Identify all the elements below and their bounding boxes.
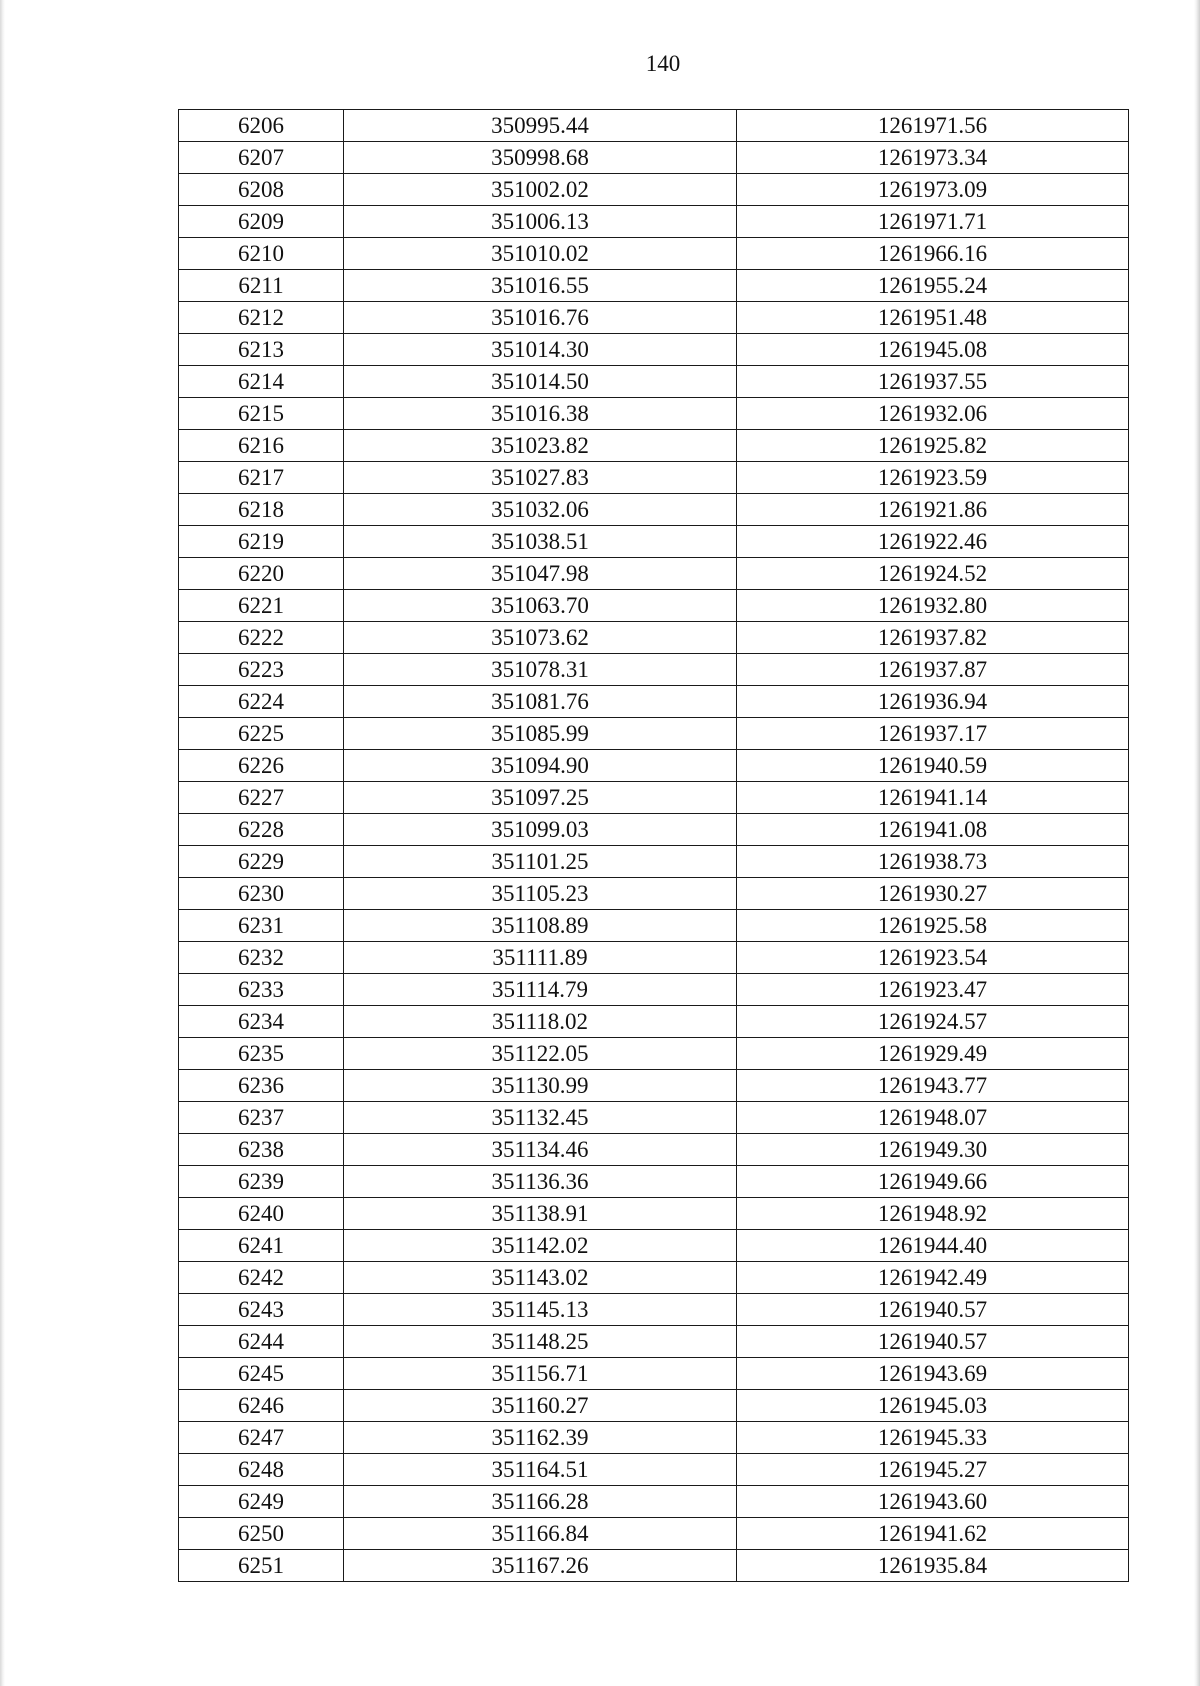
y-coordinate-cell: 1261932.06 <box>737 398 1129 430</box>
point-number-cell: 6236 <box>179 1070 344 1102</box>
point-number-cell: 6214 <box>179 366 344 398</box>
x-coordinate-cell: 351085.99 <box>344 718 737 750</box>
point-number-cell: 6219 <box>179 526 344 558</box>
table-row <box>179 526 1129 558</box>
table-row <box>179 974 1129 1006</box>
point-number-cell: 6216 <box>179 430 344 462</box>
y-coordinate-cell: 1261949.30 <box>737 1134 1129 1166</box>
y-coordinate-cell: 1261971.56 <box>737 110 1129 142</box>
x-coordinate-cell: 351063.70 <box>344 590 737 622</box>
point-number-cell: 6225 <box>179 718 344 750</box>
x-coordinate-cell: 351023.82 <box>344 430 737 462</box>
table-row <box>179 110 1129 142</box>
table-row <box>179 494 1129 526</box>
y-coordinate-cell: 1261971.71 <box>737 206 1129 238</box>
table-row <box>179 910 1129 942</box>
x-coordinate-cell: 351016.38 <box>344 398 737 430</box>
x-coordinate-cell: 351002.02 <box>344 174 737 206</box>
point-number-cell: 6211 <box>179 270 344 302</box>
y-coordinate-cell: 1261936.94 <box>737 686 1129 718</box>
y-coordinate-cell: 1261955.24 <box>737 270 1129 302</box>
coordinate-table <box>178 109 1129 1582</box>
table-row <box>179 1294 1129 1326</box>
point-number-cell: 6235 <box>179 1038 344 1070</box>
table-row <box>179 1390 1129 1422</box>
y-coordinate-cell: 1261921.86 <box>737 494 1129 526</box>
point-number-cell: 6240 <box>179 1198 344 1230</box>
y-coordinate-cell: 1261945.33 <box>737 1422 1129 1454</box>
point-number-cell: 6213 <box>179 334 344 366</box>
x-coordinate-cell: 351097.25 <box>344 782 737 814</box>
table-row <box>179 622 1129 654</box>
point-number-cell: 6244 <box>179 1326 344 1358</box>
y-coordinate-cell: 1261941.08 <box>737 814 1129 846</box>
y-coordinate-cell: 1261941.62 <box>737 1518 1129 1550</box>
y-coordinate-cell: 1261973.09 <box>737 174 1129 206</box>
table-row <box>179 1518 1129 1550</box>
y-coordinate-cell: 1261932.80 <box>737 590 1129 622</box>
table-row <box>179 1486 1129 1518</box>
x-coordinate-cell: 351166.28 <box>344 1486 737 1518</box>
point-number-cell: 6238 <box>179 1134 344 1166</box>
table-row <box>179 878 1129 910</box>
table-row <box>179 590 1129 622</box>
x-coordinate-cell: 351014.30 <box>344 334 737 366</box>
x-coordinate-cell: 351143.02 <box>344 1262 737 1294</box>
y-coordinate-cell: 1261923.59 <box>737 462 1129 494</box>
x-coordinate-cell: 351122.05 <box>344 1038 737 1070</box>
x-coordinate-cell: 351132.45 <box>344 1102 737 1134</box>
table-row <box>179 398 1129 430</box>
x-coordinate-cell: 351145.13 <box>344 1294 737 1326</box>
x-coordinate-cell: 351105.23 <box>344 878 737 910</box>
x-coordinate-cell: 351138.91 <box>344 1198 737 1230</box>
x-coordinate-cell: 350998.68 <box>344 142 737 174</box>
table-row <box>179 1038 1129 1070</box>
y-coordinate-cell: 1261945.03 <box>737 1390 1129 1422</box>
y-coordinate-cell: 1261924.52 <box>737 558 1129 590</box>
table-row <box>179 302 1129 334</box>
x-coordinate-cell: 351156.71 <box>344 1358 737 1390</box>
page-right-edge <box>1194 0 1200 1686</box>
x-coordinate-cell: 351038.51 <box>344 526 737 558</box>
point-number-cell: 6250 <box>179 1518 344 1550</box>
x-coordinate-cell: 351081.76 <box>344 686 737 718</box>
point-number-cell: 6227 <box>179 782 344 814</box>
y-coordinate-cell: 1261935.84 <box>737 1550 1129 1582</box>
point-number-cell: 6239 <box>179 1166 344 1198</box>
point-number-cell: 6249 <box>179 1486 344 1518</box>
point-number-cell: 6232 <box>179 942 344 974</box>
y-coordinate-cell: 1261925.58 <box>737 910 1129 942</box>
point-number-cell: 6241 <box>179 1230 344 1262</box>
y-coordinate-cell: 1261945.27 <box>737 1454 1129 1486</box>
table-row <box>179 750 1129 782</box>
point-number-cell: 6234 <box>179 1006 344 1038</box>
y-coordinate-cell: 1261940.57 <box>737 1294 1129 1326</box>
y-coordinate-cell: 1261945.08 <box>737 334 1129 366</box>
y-coordinate-cell: 1261937.55 <box>737 366 1129 398</box>
point-number-cell: 6212 <box>179 302 344 334</box>
point-number-cell: 6218 <box>179 494 344 526</box>
y-coordinate-cell: 1261922.46 <box>737 526 1129 558</box>
x-coordinate-cell: 351016.55 <box>344 270 737 302</box>
point-number-cell: 6228 <box>179 814 344 846</box>
x-coordinate-cell: 351118.02 <box>344 1006 737 1038</box>
table-row <box>179 142 1129 174</box>
table-row <box>179 1166 1129 1198</box>
x-coordinate-cell: 351166.84 <box>344 1518 737 1550</box>
point-number-cell: 6246 <box>179 1390 344 1422</box>
x-coordinate-cell: 351073.62 <box>344 622 737 654</box>
y-coordinate-cell: 1261973.34 <box>737 142 1129 174</box>
x-coordinate-cell: 351047.98 <box>344 558 737 590</box>
y-coordinate-cell: 1261948.92 <box>737 1198 1129 1230</box>
y-coordinate-cell: 1261937.87 <box>737 654 1129 686</box>
y-coordinate-cell: 1261930.27 <box>737 878 1129 910</box>
x-coordinate-cell: 350995.44 <box>344 110 737 142</box>
point-number-cell: 6217 <box>179 462 344 494</box>
table-row <box>179 1230 1129 1262</box>
page-number: 140 <box>645 51 681 76</box>
x-coordinate-cell: 351167.26 <box>344 1550 737 1582</box>
x-coordinate-cell: 351101.25 <box>344 846 737 878</box>
table-row <box>179 718 1129 750</box>
y-coordinate-cell: 1261948.07 <box>737 1102 1129 1134</box>
table-row <box>179 686 1129 718</box>
point-number-cell: 6233 <box>179 974 344 1006</box>
y-coordinate-cell: 1261940.57 <box>737 1326 1129 1358</box>
point-number-cell: 6231 <box>179 910 344 942</box>
y-coordinate-cell: 1261944.40 <box>737 1230 1129 1262</box>
x-coordinate-cell: 351094.90 <box>344 750 737 782</box>
x-coordinate-cell: 351114.79 <box>344 974 737 1006</box>
point-number-cell: 6226 <box>179 750 344 782</box>
point-number-cell: 6237 <box>179 1102 344 1134</box>
table-row <box>179 558 1129 590</box>
point-number-cell: 6215 <box>179 398 344 430</box>
table-row <box>179 270 1129 302</box>
x-coordinate-cell: 351099.03 <box>344 814 737 846</box>
y-coordinate-cell: 1261923.47 <box>737 974 1129 1006</box>
point-number-cell: 6224 <box>179 686 344 718</box>
table-row <box>179 1422 1129 1454</box>
table-row <box>179 942 1129 974</box>
table-row <box>179 782 1129 814</box>
y-coordinate-cell: 1261943.60 <box>737 1486 1129 1518</box>
x-coordinate-cell: 351148.25 <box>344 1326 737 1358</box>
table-row <box>179 238 1129 270</box>
table-row <box>179 1134 1129 1166</box>
point-number-cell: 6206 <box>179 110 344 142</box>
table-row <box>179 462 1129 494</box>
table-row <box>179 1006 1129 1038</box>
coordinate-table-body <box>179 110 1129 1582</box>
y-coordinate-cell: 1261941.14 <box>737 782 1129 814</box>
table-row <box>179 430 1129 462</box>
y-coordinate-cell: 1261943.77 <box>737 1070 1129 1102</box>
page-left-edge <box>0 0 5 1686</box>
y-coordinate-cell: 1261923.54 <box>737 942 1129 974</box>
table-row <box>179 174 1129 206</box>
table-row <box>179 814 1129 846</box>
point-number-cell: 6229 <box>179 846 344 878</box>
point-number-cell: 6220 <box>179 558 344 590</box>
point-number-cell: 6208 <box>179 174 344 206</box>
point-number-cell: 6222 <box>179 622 344 654</box>
x-coordinate-cell: 351108.89 <box>344 910 737 942</box>
point-number-cell: 6251 <box>179 1550 344 1582</box>
point-number-cell: 6221 <box>179 590 344 622</box>
point-number-cell: 6248 <box>179 1454 344 1486</box>
y-coordinate-cell: 1261951.48 <box>737 302 1129 334</box>
y-coordinate-cell: 1261937.17 <box>737 718 1129 750</box>
table-row <box>179 206 1129 238</box>
table-row <box>179 1454 1129 1486</box>
x-coordinate-cell: 351111.89 <box>344 942 737 974</box>
y-coordinate-cell: 1261949.66 <box>737 1166 1129 1198</box>
x-coordinate-cell: 351006.13 <box>344 206 737 238</box>
x-coordinate-cell: 351027.83 <box>344 462 737 494</box>
table-row <box>179 1070 1129 1102</box>
point-number-cell: 6209 <box>179 206 344 238</box>
table-row <box>179 1102 1129 1134</box>
point-number-cell: 6243 <box>179 1294 344 1326</box>
point-number-cell: 6223 <box>179 654 344 686</box>
point-number-cell: 6230 <box>179 878 344 910</box>
y-coordinate-cell: 1261929.49 <box>737 1038 1129 1070</box>
y-coordinate-cell: 1261937.82 <box>737 622 1129 654</box>
point-number-cell: 6242 <box>179 1262 344 1294</box>
point-number-cell: 6245 <box>179 1358 344 1390</box>
table-row <box>179 654 1129 686</box>
y-coordinate-cell: 1261940.59 <box>737 750 1129 782</box>
y-coordinate-cell: 1261924.57 <box>737 1006 1129 1038</box>
point-number-cell: 6210 <box>179 238 344 270</box>
x-coordinate-cell: 351014.50 <box>344 366 737 398</box>
y-coordinate-cell: 1261925.82 <box>737 430 1129 462</box>
y-coordinate-cell: 1261943.69 <box>737 1358 1129 1390</box>
table-row <box>179 846 1129 878</box>
x-coordinate-cell: 351016.76 <box>344 302 737 334</box>
point-number-cell: 6207 <box>179 142 344 174</box>
table-row <box>179 1550 1129 1582</box>
table-row <box>179 1358 1129 1390</box>
point-number-cell: 6247 <box>179 1422 344 1454</box>
table-row <box>179 1326 1129 1358</box>
x-coordinate-cell: 351010.02 <box>344 238 737 270</box>
x-coordinate-cell: 351134.46 <box>344 1134 737 1166</box>
x-coordinate-cell: 351164.51 <box>344 1454 737 1486</box>
table-row <box>179 366 1129 398</box>
x-coordinate-cell: 351078.31 <box>344 654 737 686</box>
table-row <box>179 1198 1129 1230</box>
y-coordinate-cell: 1261938.73 <box>737 846 1129 878</box>
y-coordinate-cell: 1261966.16 <box>737 238 1129 270</box>
table-row <box>179 334 1129 366</box>
table-row <box>179 1262 1129 1294</box>
x-coordinate-cell: 351160.27 <box>344 1390 737 1422</box>
y-coordinate-cell: 1261942.49 <box>737 1262 1129 1294</box>
x-coordinate-cell: 351136.36 <box>344 1166 737 1198</box>
x-coordinate-cell: 351130.99 <box>344 1070 737 1102</box>
x-coordinate-cell: 351162.39 <box>344 1422 737 1454</box>
x-coordinate-cell: 351032.06 <box>344 494 737 526</box>
x-coordinate-cell: 351142.02 <box>344 1230 737 1262</box>
